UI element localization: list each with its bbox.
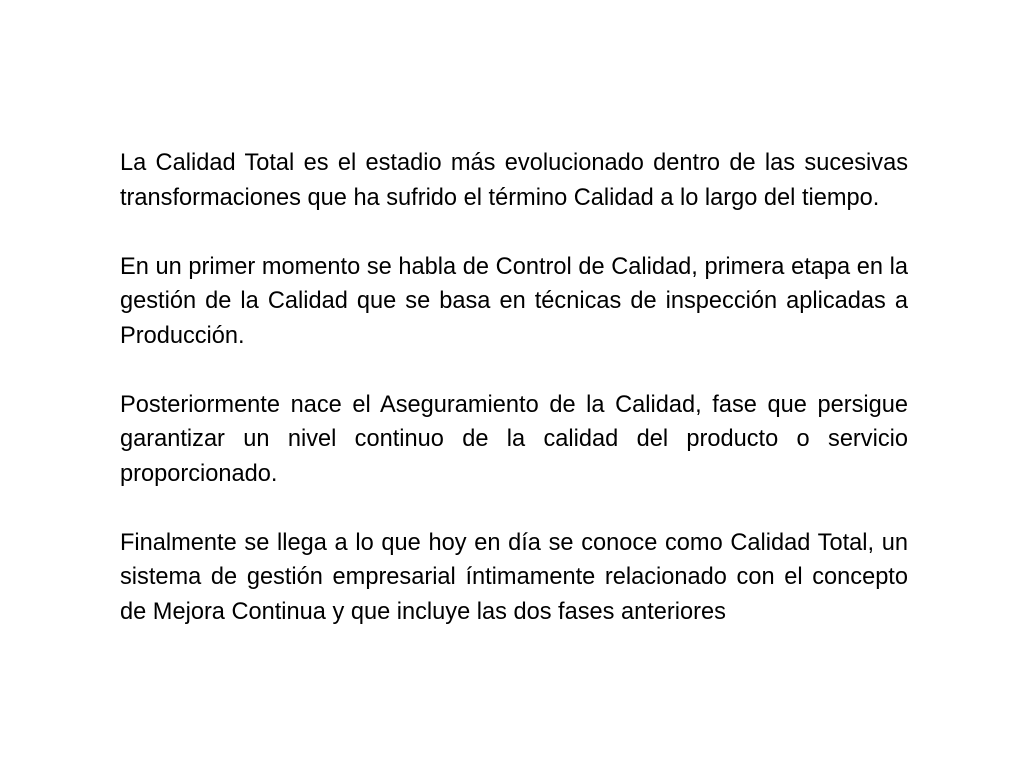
paragraph-calidad-total-intro: La Calidad Total es el estadio más evolucionado dentro de las sucesivas transformaciones que ha sufrido el término Calidad a lo largo del tiempo. xyxy=(120,150,908,211)
paragraph-control-de-calidad: En un primer momento se habla de Control de Calidad, primera etapa en la gestión de la Calidad que se basa en técnicas de inspección aplicadas a Producción. xyxy=(120,253,908,349)
slide-body xyxy=(120,146,908,629)
paragraph-aseguramiento: Posteriormente nace el Aseguramiento de la Calidad, fase que persigue garantizar un nivel continuo de la calidad del producto o servicio proporcionado. xyxy=(120,391,908,487)
paragraph-calidad-total-final: Finalmente se llega a lo que hoy en día se conoce como Calidad Total, un sistema de gestión empresarial íntimamente relacionado con el concepto de Mejora Continua y que incluye las dos fases anteriores xyxy=(120,529,908,625)
